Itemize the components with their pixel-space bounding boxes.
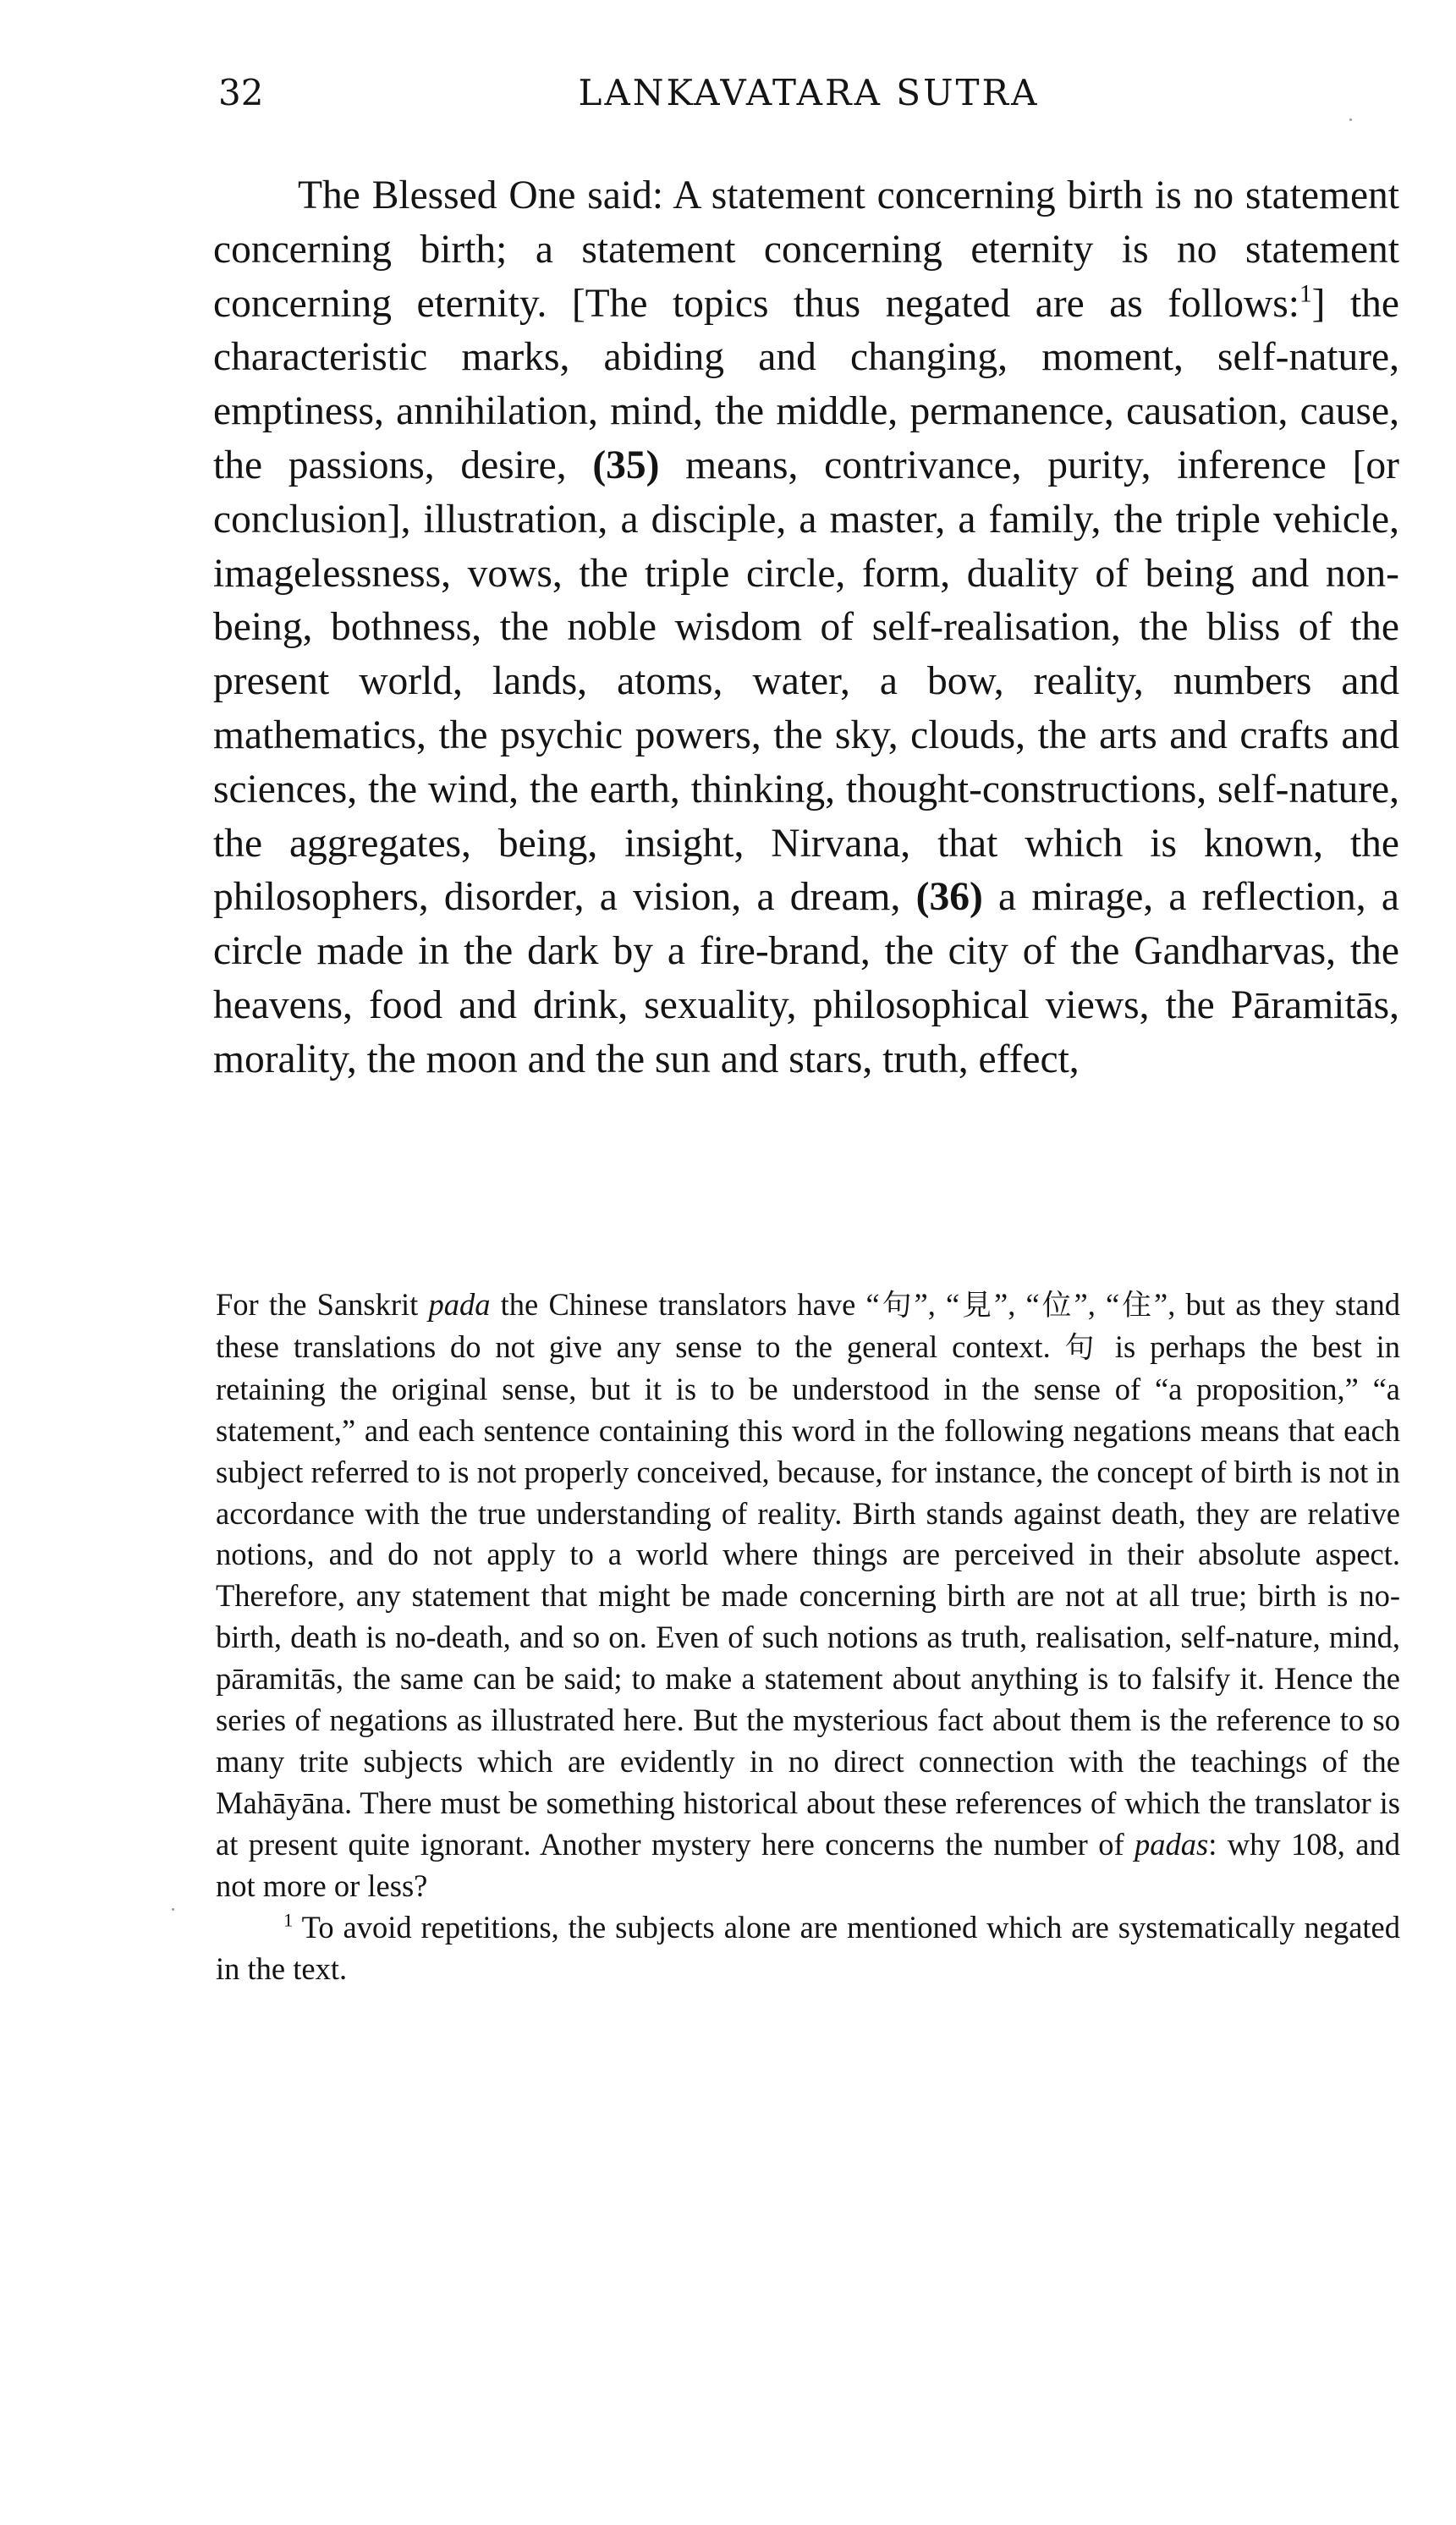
footnote-text: ”, “	[1074, 1287, 1120, 1322]
text-segment: a mirage, a reflection, a circle made in the dark by a fire-brand, the city of the Gandharvas, the heavens, food and drink, sexuality, philosophical views, the Pāramitās, morality, the moon and the sun and stars, truth, effect,	[213, 875, 1399, 1081]
text-segment: ] the characteristic marks, abiding and changing, moment, self-nature, emptiness, annihilation, mind, the middle, permanence, causation, cause, the passions, desire,	[213, 281, 1399, 487]
footnote-1	[216, 1907, 1400, 1990]
text-segment: means, contrivance, purity, inference [or conclusion], illustration, a disciple, a master, a family, the triple vehicle, imagelessness, vows, the triple circle, form, duality of being and non-being, bothness, the noble wisdom of self-realisation, the bliss of the present world, lands, atoms, water, a bow, reality, numbers and mathematics, the psychic powers, the sky, clouds, the arts and crafts and sciences, the wind, the earth, thinking, thought-constructions, self-nature, the aggregates, being, insight, Nirvana, that which is known, the philosophers, disorder, a vision, a dream,	[213, 443, 1399, 920]
page-number: 32	[218, 72, 264, 113]
footnotes-section	[216, 1285, 1400, 1989]
footnote-text: is perhaps the best in retaining the original sense, but it is to be understood in the sense of “a proposition,” “a statement,” and each sentence containing this word in the following negations means that each subject referred to is not properly conceived, because, for instance, the concept of birth is not in accordance with the true understanding of reality. Birth stands against death, they are relative notions, and do not apply to a world where things are perceived in their absolute aspect. Therefore, any statement that might be made concerning birth are not at all true; birth is no-birth, death is no-death, and so on. Even of such notions as truth, realisation, self-nature, mind, pāramitās, the same can be said; to make a statement about anything is to falsify it. Hence the series of negations as illustrated here. But the mysterious fact about them is the reference to so many trite subjects which are evidently in no direct connection with the teachings of the Mahāyāna. There must be something historical about these references of which the translator is at present quite ignorant. Another mystery here concerns the number of	[216, 1329, 1400, 1862]
chinese-character: 句	[1064, 1330, 1101, 1365]
chinese-character: 見	[959, 1289, 995, 1323]
original-page-marker: (35)	[592, 443, 660, 487]
footnote-text: ”, but as they stand these translations do not give any sense to the general context.	[216, 1287, 1401, 1364]
main-paragraph	[213, 169, 1399, 1087]
footnote-text: : why 108, and not more or less?	[216, 1826, 1400, 1903]
page-header	[218, 72, 1399, 123]
footnote-text: the Chinese translators have “	[490, 1287, 880, 1322]
scan-speck	[1349, 118, 1352, 121]
italic-term: padas	[1135, 1826, 1209, 1862]
main-text	[213, 169, 1399, 1087]
footnote-pada	[216, 1285, 1400, 1907]
original-page-marker: (36)	[915, 875, 983, 920]
footnote-text: ”, “	[914, 1287, 960, 1322]
scan-speck	[172, 1908, 174, 1911]
footnote-text: To avoid repetitions, the subjects alone are mentioned which are systematically negated in the text.	[216, 1909, 1400, 1986]
italic-term: pada	[428, 1287, 491, 1322]
chinese-character: 位	[1039, 1289, 1074, 1323]
footnote-text: For the Sanskrit	[216, 1287, 429, 1322]
footnote-reference: 1	[1299, 279, 1312, 307]
footnote-text: ”, “	[994, 1287, 1040, 1322]
chinese-character: 句	[879, 1289, 915, 1323]
footnote-marker: 1	[283, 1909, 294, 1931]
running-title: LANKAVATARA SUTRA	[578, 72, 1040, 113]
chinese-character: 住	[1119, 1289, 1155, 1323]
text-segment: The Blessed One said: A statement concerning birth is no statement concerning birth; a statement concerning eternity is no statement concerning eternity. [The topics thus negated are as follows:	[213, 173, 1399, 326]
